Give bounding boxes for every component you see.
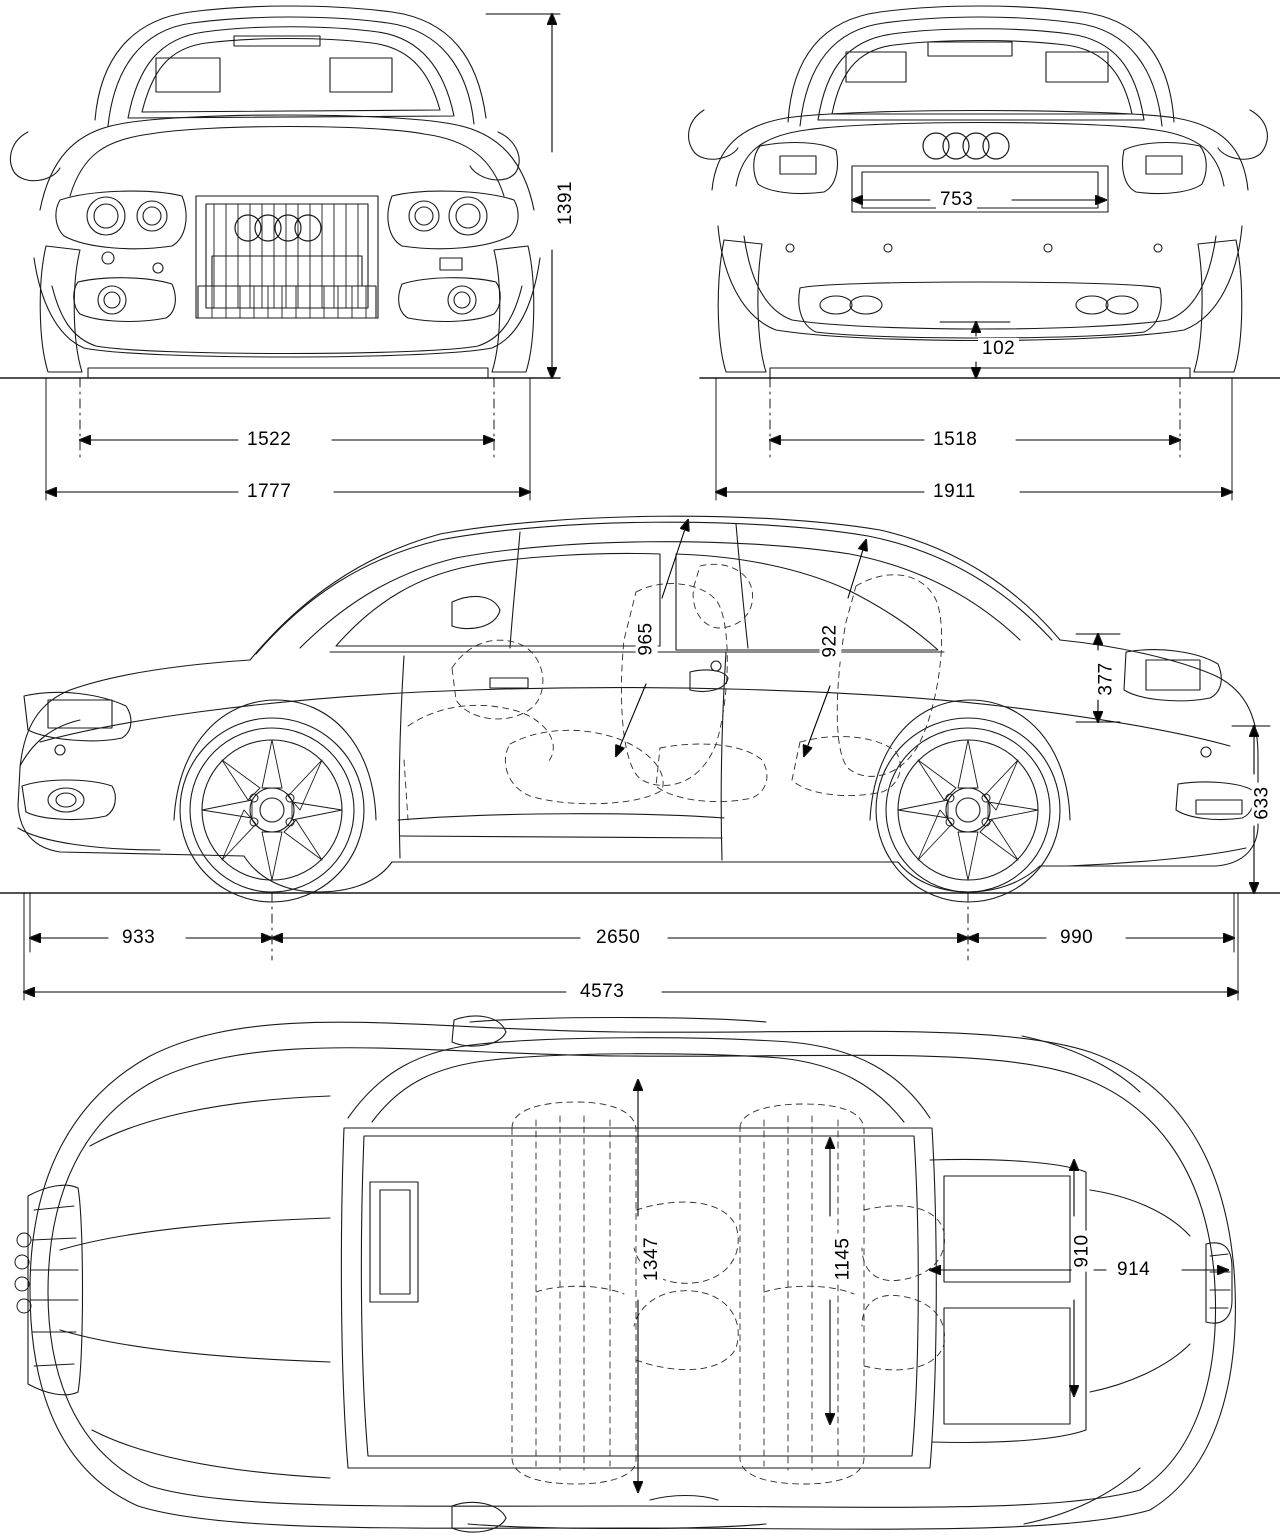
- dim-side-deck: 377: [1096, 658, 1118, 699]
- top-view-interior-hidden-lines: [512, 1102, 945, 1484]
- dim-side-rear-headroom: 922: [820, 620, 842, 661]
- side-view-interior-hidden-lines: [404, 564, 942, 820]
- dim-top-opening: 914: [1113, 1259, 1154, 1281]
- dim-side-rear-overhang: 990: [1056, 927, 1097, 949]
- dim-top-rear-width: 910: [1072, 1230, 1094, 1271]
- side-view-drawing: [0, 516, 1280, 902]
- front-wheel: [180, 718, 364, 902]
- dim-front-width: 1777: [243, 481, 295, 503]
- dim-rear-opening: 753: [936, 189, 977, 211]
- dim-rear-clearance: 102: [978, 338, 1019, 360]
- front-view-drawing: [0, 6, 560, 378]
- dim-side-wheelbase: 2650: [592, 927, 644, 949]
- top-view-drawing: [15, 1016, 1235, 1532]
- dim-side-rear-height: 633: [1252, 782, 1274, 823]
- dim-front-track: 1522: [243, 429, 295, 451]
- dim-side-front-overhang: 933: [118, 927, 159, 949]
- dim-rear-width-mirrors: 1911: [929, 481, 980, 503]
- dim-side-length: 4573: [576, 981, 628, 1003]
- dim-side-front-headroom: 965: [636, 618, 658, 659]
- dim-top-rear-shoulder: 1145: [832, 1234, 854, 1285]
- dim-top-front-shoulder: 1347: [641, 1233, 663, 1285]
- rear-wheel: [876, 718, 1060, 902]
- dim-rear-track: 1518: [929, 429, 981, 451]
- dim-front-height: 1391: [555, 177, 577, 229]
